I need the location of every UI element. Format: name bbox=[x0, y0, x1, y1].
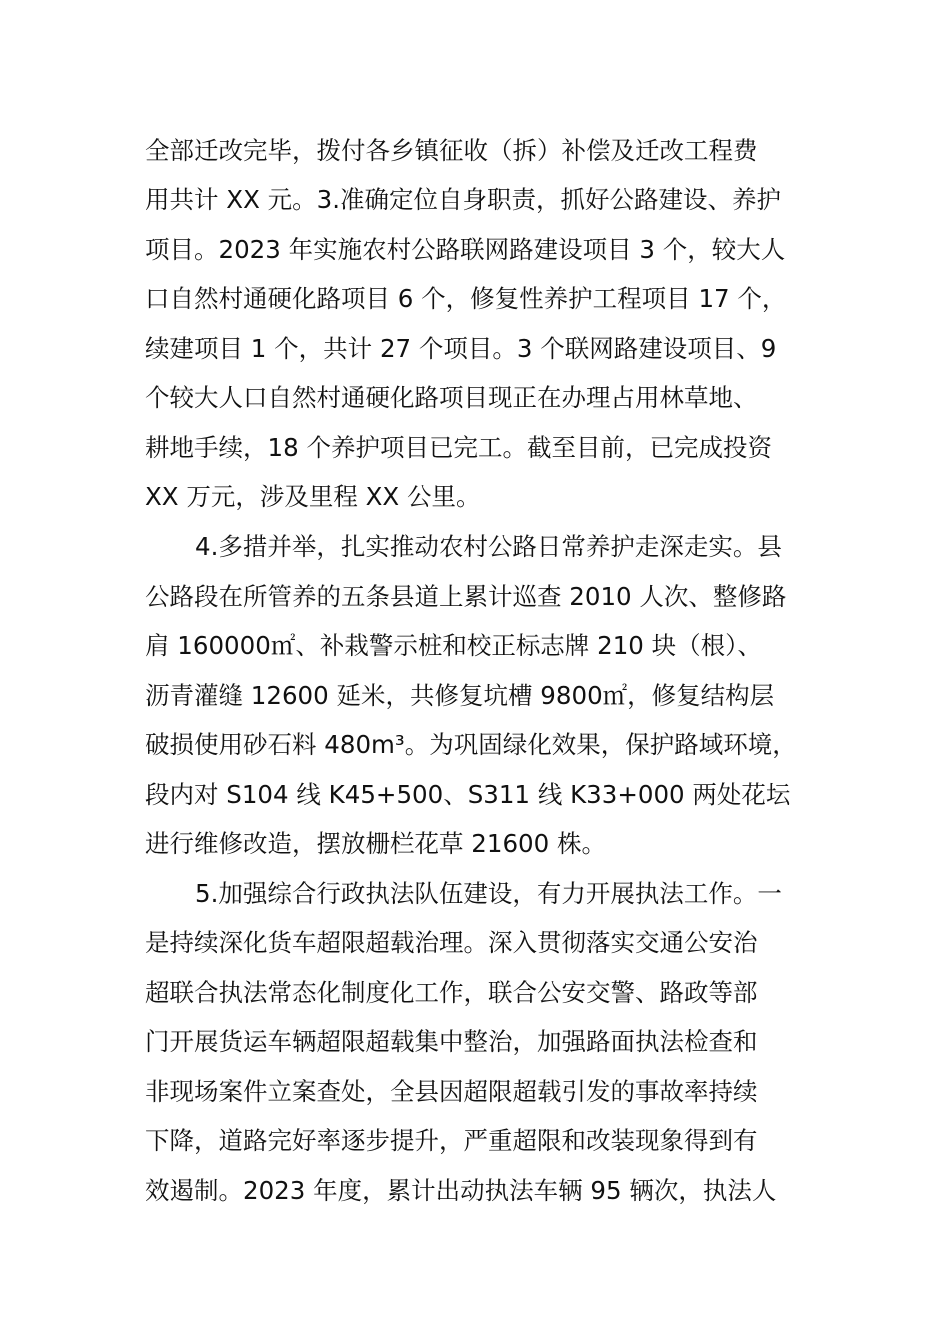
text-line-content: XX 万元，涉及里程 XX 公里。 bbox=[145, 482, 481, 511]
text-line-content: 项目。2023 年实施农村公路联网路建设项目 3 个，较大人 bbox=[145, 235, 786, 264]
text-line bbox=[0, 225, 950, 275]
text-line bbox=[0, 819, 950, 869]
text-line bbox=[0, 472, 950, 522]
text-line-content: 用共计 XX 元。3.准确定位自身职责，抓好公路建设、养护 bbox=[145, 185, 782, 214]
paragraph-first-line bbox=[0, 522, 950, 572]
text-line bbox=[0, 1067, 950, 1117]
text-line bbox=[0, 274, 950, 324]
text-line-content: 超联合执法常态化制度化工作，联合公安交警、路政等部 bbox=[145, 978, 758, 1007]
text-line bbox=[0, 770, 950, 820]
text-line bbox=[0, 373, 950, 423]
text-line bbox=[0, 621, 950, 671]
text-line bbox=[0, 1116, 950, 1166]
text-line bbox=[0, 720, 950, 770]
text-line-content: 下降，道路完好率逐步提升，严重超限和改装现象得到有 bbox=[145, 1126, 758, 1155]
text-line-content: 沥青灌缝 12600 延米，共修复坑槽 9800㎡，修复结构层 bbox=[145, 681, 775, 710]
text-line bbox=[0, 968, 950, 1018]
text-line-content: 是持续深化货车超限超载治理。深入贯彻落实交通公安治 bbox=[145, 928, 758, 957]
text-line-content: 耕地手续，18 个养护项目已完工。截至目前，已完成投资 bbox=[145, 433, 772, 462]
text-line bbox=[0, 175, 950, 225]
text-line-content: 非现场案件立案查处，全县因超限超载引发的事故率持续 bbox=[145, 1077, 758, 1106]
text-line bbox=[0, 324, 950, 374]
text-line bbox=[0, 918, 950, 968]
paragraph-first-line bbox=[0, 869, 950, 919]
text-line-content: 肩 160000㎡、补栽警示桩和校正标志牌 210 块（根）、 bbox=[145, 631, 762, 660]
text-line bbox=[0, 126, 950, 176]
text-line-content: 破损使用砂石料 480m³。为巩固绿化效果，保护路域环境， bbox=[145, 730, 797, 759]
text-line-content: 口自然村通硬化路项目 6 个，修复性养护工程项目 17 个， bbox=[145, 284, 787, 313]
text-line-content: 段内对 S104 线 K45+500、S311 线 K33+000 两处花坛 bbox=[145, 780, 791, 809]
text-line-content: 续建项目 1 个，共计 27 个项目。3 个联网路建设项目、9 bbox=[145, 334, 777, 363]
text-line-content: 4.多措并举，扎实推动农村公路日常养护走深走实。县 bbox=[195, 532, 782, 561]
text-line-content: 门开展货运车辆超限超载集中整治，加强路面执法检查和 bbox=[145, 1027, 758, 1056]
text-line bbox=[0, 1166, 950, 1216]
text-line-content: 全部迁改完毕，拨付各乡镇征收（拆）补偿及迁改工程费 bbox=[145, 136, 758, 165]
text-line bbox=[0, 423, 950, 473]
text-line-content: 进行维修改造，摆放栅栏花草 21600 株。 bbox=[145, 829, 607, 858]
text-line-content: 公路段在所管养的五条县道上累计巡查 2010 人次、整修路 bbox=[145, 582, 787, 611]
text-line-content: 效遏制。2023 年度，累计出动执法车辆 95 辆次，执法人 bbox=[145, 1176, 777, 1205]
text-line bbox=[0, 1017, 950, 1067]
text-line bbox=[0, 671, 950, 721]
text-line-content: 5.加强综合行政执法队伍建设，有力开展执法工作。一 bbox=[195, 879, 782, 908]
text-line-content: 个较大人口自然村通硬化路项目现正在办理占用林草地、 bbox=[145, 383, 758, 412]
text-line bbox=[0, 572, 950, 622]
